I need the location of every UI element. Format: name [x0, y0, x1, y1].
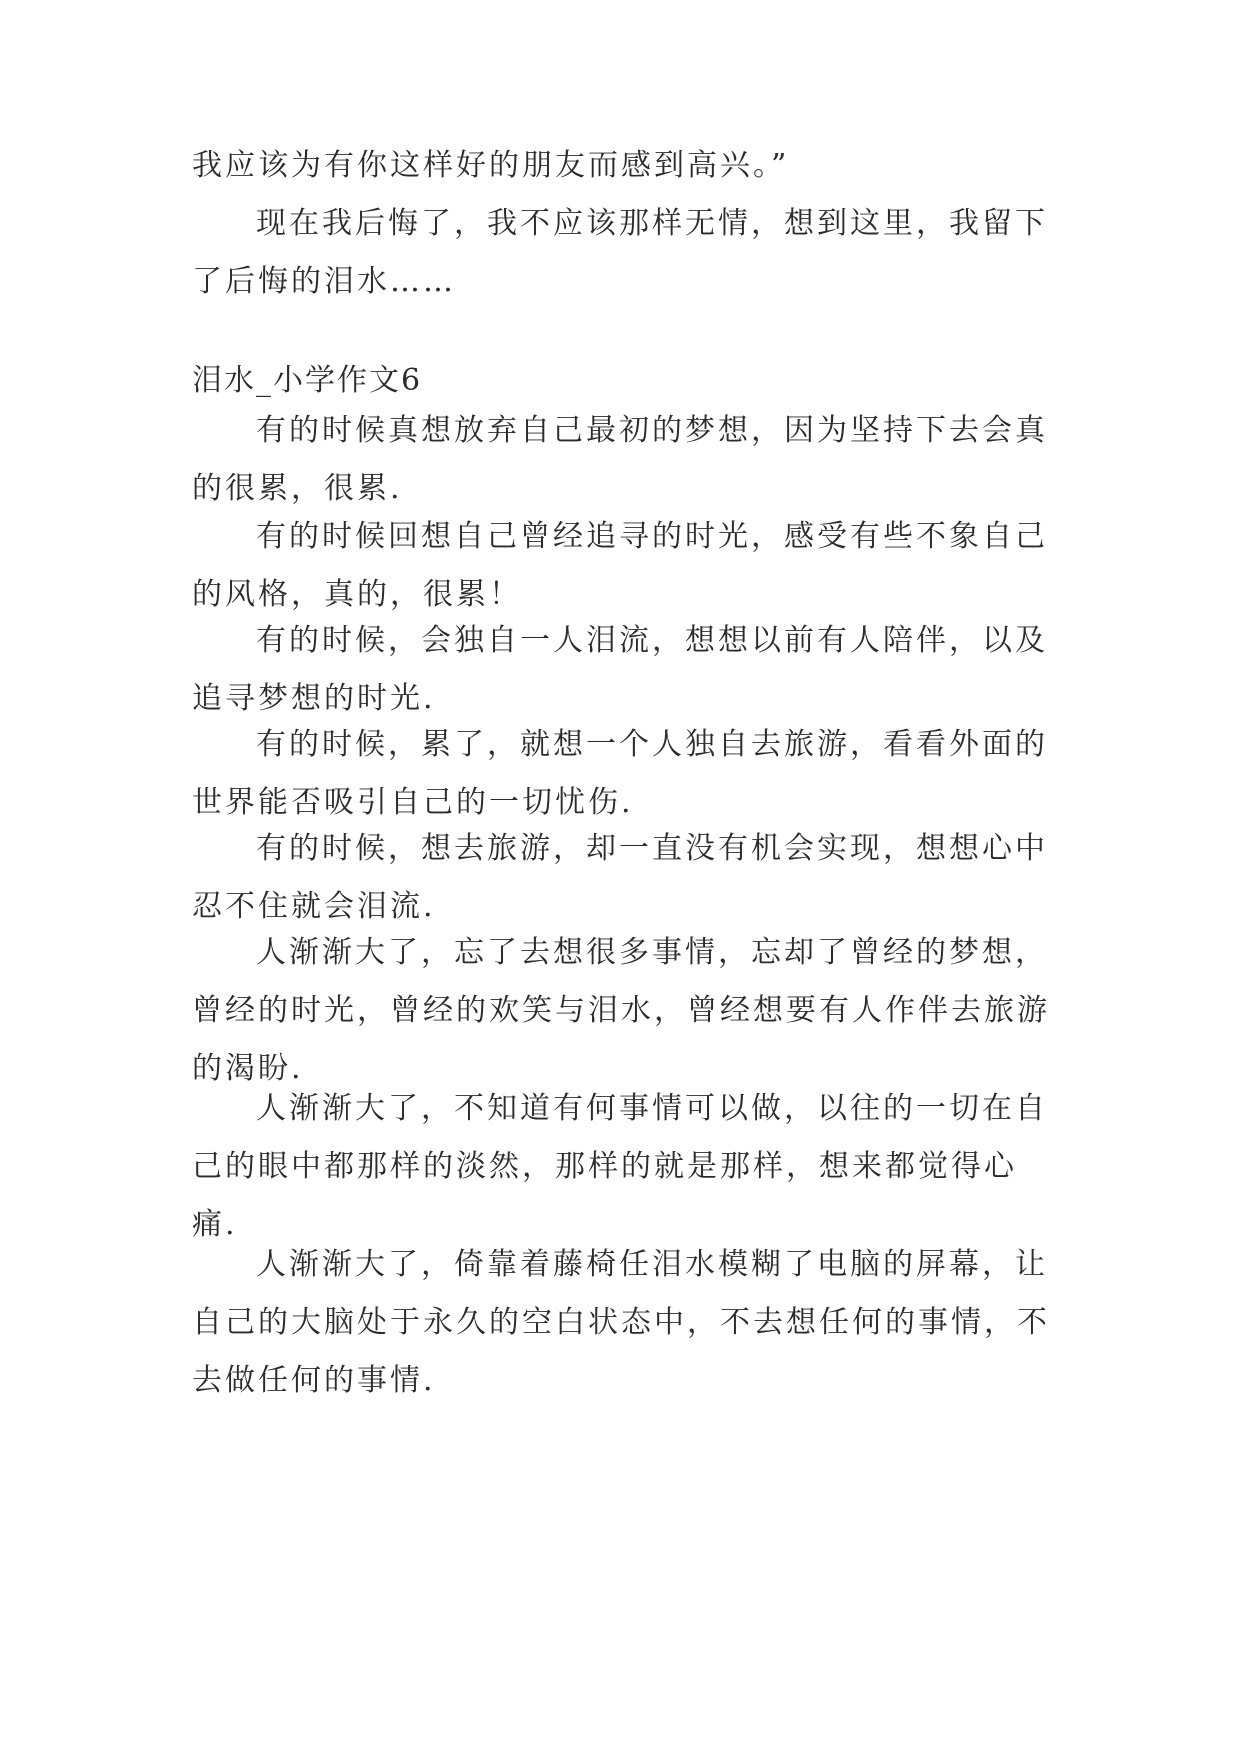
paragraph-2: 有的时候回想自己曾经追寻的时光，感受有些不象自己的风格，真的，很累！: [192, 519, 1048, 612]
paragraph-4: 有的时候，累了，就想一个人独自去旅游，看看外面的世界能否吸引自己的一切忧伤.: [192, 727, 1048, 820]
paragraph-8: 人渐渐大了，倚靠着藤椅任泪水模糊了电脑的屏幕，让自己的大脑处于永久的空白状态中，不去想任何的事情，不去做任何的事情.: [192, 1247, 1050, 1398]
section-heading: 泪水_小学作文6: [192, 363, 423, 398]
paragraph-3: 有的时候，会独自一人泪流，想想以前有人陪伴，以及追寻梦想的时光.: [192, 623, 1048, 716]
paragraph-6: 人渐渐大了，忘了去想很多事情，忘却了曾经的梦想，曾经的时光，曾经的欢笑与泪水，曾经想要有人作伴去旅游的渴盼.: [192, 935, 1050, 1086]
paragraph-continuation: 我应该为有你这样好的朋友而感到高兴。”: [192, 148, 790, 183]
paragraph-5: 有的时候，想去旅游，却一直没有机会实现，想想心中忍不住就会泪流.: [192, 831, 1048, 924]
paragraph-regret: 现在我后悔了，我不应该那样无情，想到这里，我留下了后悔的泪水……: [192, 206, 1048, 299]
paragraph-1: 有的时候真想放弃自己最初的梦想，因为坚持下去会真的很累，很累.: [192, 413, 1048, 506]
paragraph-7: 人渐渐大了，不知道有何事情可以做，以往的一切在自己的眼中都那样的淡然，那样的就是那样，想来都觉得心痛.: [192, 1091, 1048, 1242]
